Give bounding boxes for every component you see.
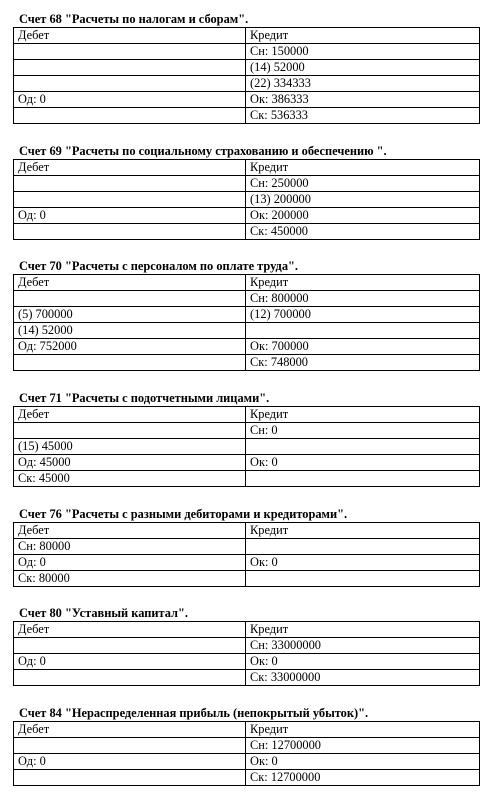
credit-cell: Ок: 0 (246, 455, 480, 471)
credit-cell (246, 471, 480, 487)
table-row (14, 423, 480, 439)
table-row (14, 291, 480, 307)
account-69-block (13, 144, 479, 240)
table-row (14, 176, 480, 192)
credit-header: Кредит (246, 28, 480, 44)
table-header-row (14, 523, 480, 539)
debit-cell: Од: 0 (14, 754, 246, 770)
t-account-table (13, 621, 480, 686)
account-title: Счет 71 "Расчеты с подотчетными лицами". (19, 391, 270, 405)
table-row (14, 738, 480, 754)
table-row (14, 323, 480, 339)
table-row (14, 355, 480, 371)
account-76-block (13, 507, 479, 587)
table-row (14, 455, 480, 471)
credit-cell (246, 539, 480, 555)
credit-cell: Ок: 0 (246, 555, 480, 571)
credit-cell: Сн: 33000000 (246, 638, 480, 654)
debit-cell (14, 192, 246, 208)
account-title: Счет 80 "Уставный капитал". (19, 606, 188, 620)
credit-cell: Ск: 748000 (246, 355, 480, 371)
table-row (14, 60, 480, 76)
debit-cell: Од: 752000 (14, 339, 246, 355)
credit-cell: Ок: 0 (246, 754, 480, 770)
credit-cell: Ск: 12700000 (246, 770, 480, 786)
credit-cell: Сн: 0 (246, 423, 480, 439)
account-70-block (13, 259, 479, 371)
table-row (14, 555, 480, 571)
debit-cell (14, 770, 246, 786)
credit-header: Кредит (246, 523, 480, 539)
table-row (14, 92, 480, 108)
debit-header: Дебет (14, 28, 246, 44)
credit-cell (246, 439, 480, 455)
credit-header: Кредит (246, 160, 480, 176)
credit-cell: Ок: 700000 (246, 339, 480, 355)
table-row (14, 654, 480, 670)
table-row (14, 339, 480, 355)
debit-cell (14, 291, 246, 307)
debit-header: Дебет (14, 523, 246, 539)
table-row (14, 192, 480, 208)
debit-cell (14, 76, 246, 92)
table-header-row (14, 28, 480, 44)
debit-cell (14, 355, 246, 371)
table-row (14, 754, 480, 770)
table-header-row (14, 407, 480, 423)
debit-cell: (15) 45000 (14, 439, 246, 455)
debit-cell (14, 670, 246, 686)
t-account-table (13, 27, 480, 124)
credit-cell: Ок: 200000 (246, 208, 480, 224)
credit-cell (246, 571, 480, 587)
table-header-row (14, 722, 480, 738)
credit-cell: (12) 700000 (246, 307, 480, 323)
debit-header: Дебет (14, 160, 246, 176)
credit-cell: Сн: 800000 (246, 291, 480, 307)
account-84-block (13, 706, 479, 786)
credit-cell: Сн: 250000 (246, 176, 480, 192)
credit-cell (246, 323, 480, 339)
credit-cell: Ск: 450000 (246, 224, 480, 240)
debit-cell (14, 224, 246, 240)
debit-header: Дебет (14, 275, 246, 291)
table-row (14, 208, 480, 224)
debit-cell: Од: 0 (14, 208, 246, 224)
debit-cell (14, 176, 246, 192)
debit-cell: Ск: 45000 (14, 471, 246, 487)
credit-cell: Ок: 0 (246, 654, 480, 670)
debit-cell (14, 738, 246, 754)
debit-cell (14, 60, 246, 76)
debit-cell: Сн: 80000 (14, 539, 246, 555)
debit-cell: Ск: 80000 (14, 571, 246, 587)
account-title: Счет 68 "Расчеты по налогам и сборам". (19, 12, 249, 26)
table-row (14, 539, 480, 555)
table-row (14, 76, 480, 92)
credit-header: Кредит (246, 407, 480, 423)
debit-cell (14, 44, 246, 60)
debit-cell: Од: 0 (14, 92, 246, 108)
credit-cell: (22) 334333 (246, 76, 480, 92)
t-account-table (13, 522, 480, 587)
account-title: Счет 76 "Расчеты с разными дебиторами и кредиторами". (19, 507, 348, 521)
debit-header: Дебет (14, 622, 246, 638)
debit-cell (14, 638, 246, 654)
table-row (14, 670, 480, 686)
table-row (14, 439, 480, 455)
credit-cell: Ок: 386333 (246, 92, 480, 108)
t-account-table (13, 274, 480, 371)
table-row (14, 307, 480, 323)
debit-cell: (5) 700000 (14, 307, 246, 323)
table-row (14, 638, 480, 654)
t-account-table (13, 159, 480, 240)
account-title: Счет 84 "Нераспределенная прибыль (непокрытый убыток)". (19, 706, 369, 720)
debit-cell: Од: 0 (14, 654, 246, 670)
t-account-table (13, 406, 480, 487)
debit-cell: (14) 52000 (14, 323, 246, 339)
table-row (14, 571, 480, 587)
debit-cell: Од: 45000 (14, 455, 246, 471)
table-row (14, 770, 480, 786)
credit-header: Кредит (246, 722, 480, 738)
credit-cell: Ск: 536333 (246, 108, 480, 124)
credit-cell: (14) 52000 (246, 60, 480, 76)
account-title: Счет 70 "Расчеты с персоналом по оплате труда". (19, 259, 298, 273)
account-71-block (13, 391, 479, 487)
credit-cell: Сн: 150000 (246, 44, 480, 60)
table-header-row (14, 622, 480, 638)
debit-cell: Од: 0 (14, 555, 246, 571)
table-header-row (14, 160, 480, 176)
credit-cell: (13) 200000 (246, 192, 480, 208)
account-title: Счет 69 "Расчеты по социальному страхованию и обеспечению ". (19, 144, 387, 158)
debit-header: Дебет (14, 407, 246, 423)
account-68-block (13, 12, 479, 124)
table-row (14, 471, 480, 487)
table-row (14, 44, 480, 60)
credit-cell: Ск: 33000000 (246, 670, 480, 686)
debit-cell (14, 423, 246, 439)
credit-header: Кредит (246, 275, 480, 291)
debit-header: Дебет (14, 722, 246, 738)
credit-cell: Сн: 12700000 (246, 738, 480, 754)
table-row (14, 108, 480, 124)
account-80-block (13, 606, 479, 686)
credit-header: Кредит (246, 622, 480, 638)
table-header-row (14, 275, 480, 291)
t-account-table (13, 721, 480, 786)
debit-cell (14, 108, 246, 124)
table-row (14, 224, 480, 240)
